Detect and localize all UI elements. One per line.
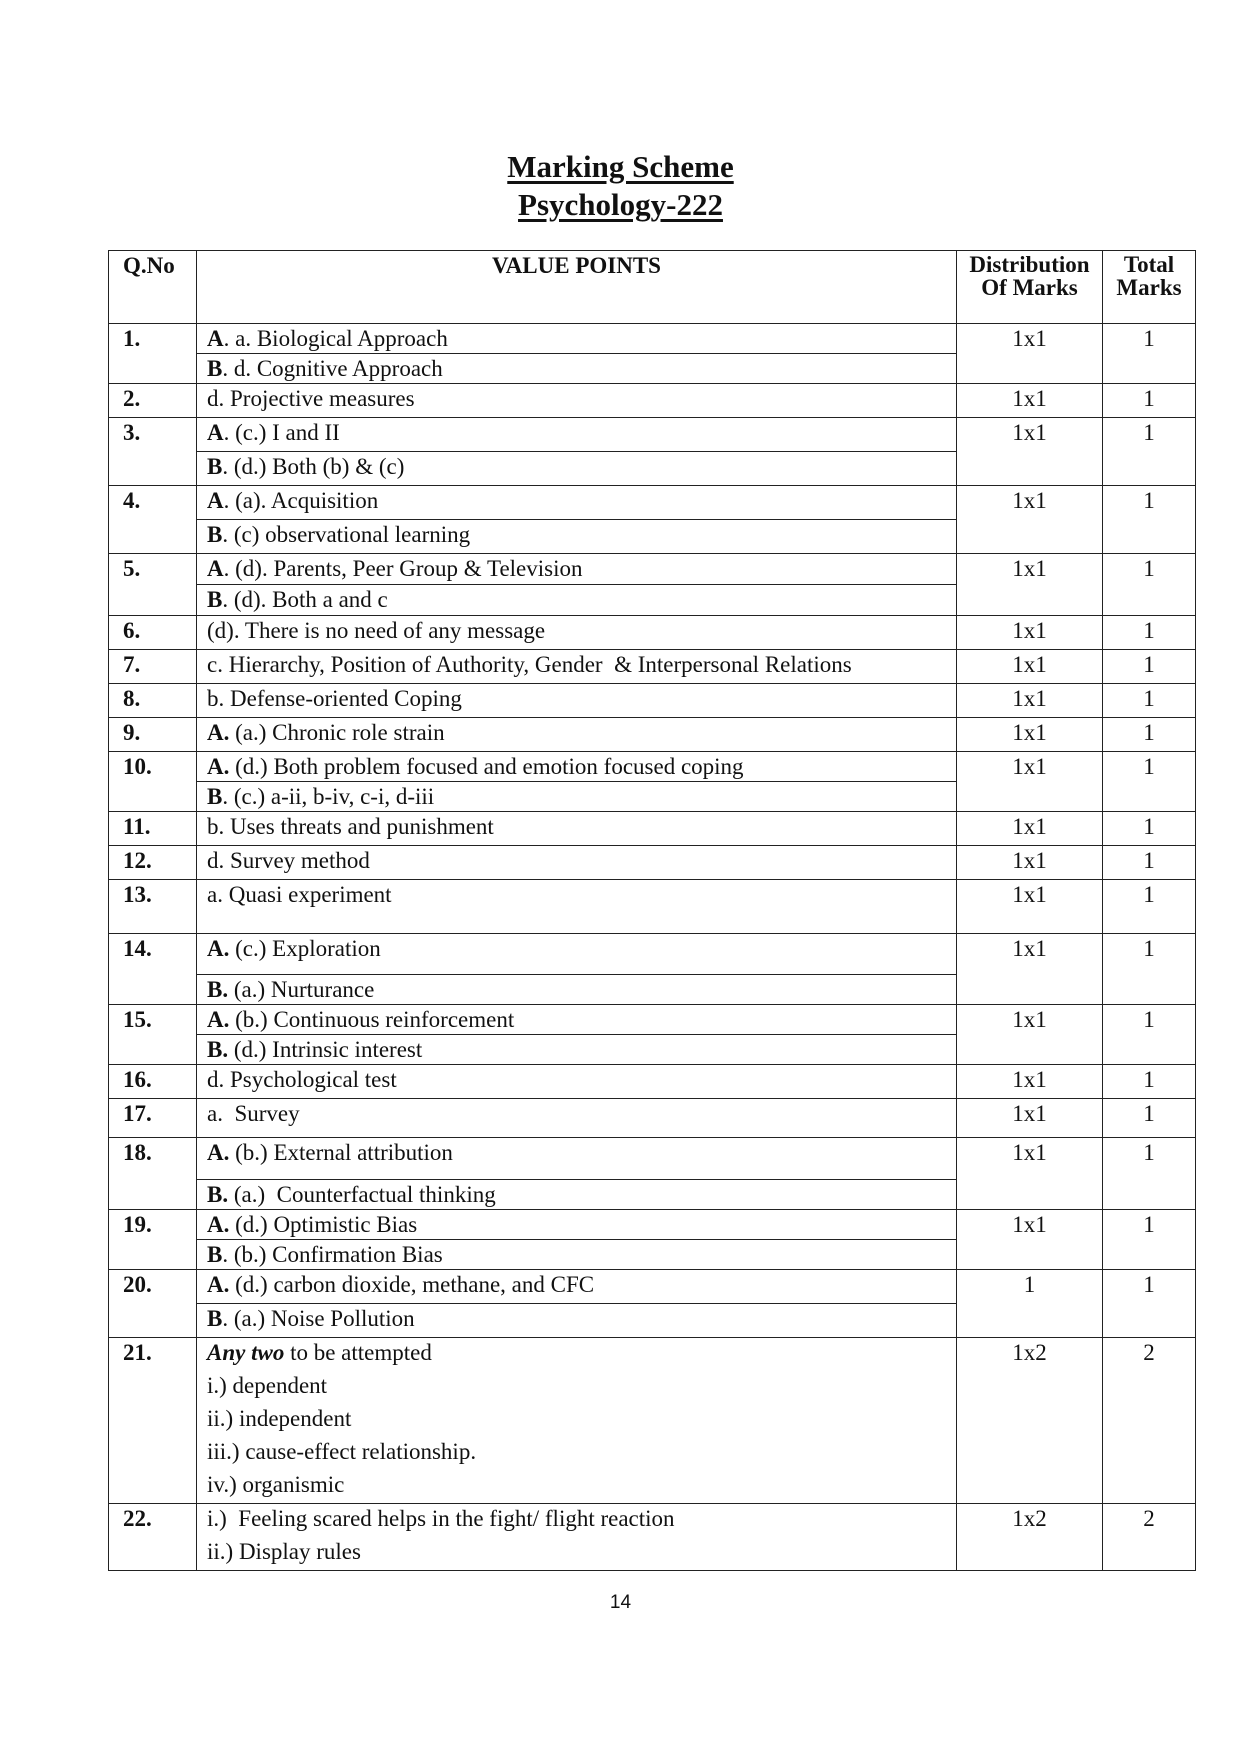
total-marks: 1 <box>1103 418 1196 486</box>
answer-line <box>197 1504 956 1537</box>
distribution-of-marks: 1x1 <box>957 1099 1103 1138</box>
value-points <box>197 616 957 650</box>
value-points <box>197 1504 957 1571</box>
table-row <box>109 384 1196 418</box>
distribution-of-marks: 1x1 <box>957 718 1103 752</box>
value-points <box>197 554 957 616</box>
value-points <box>197 880 957 934</box>
answer-text: i.) Feeling scared helps in the fight/ flight reaction <box>207 1506 675 1531</box>
answer-line <box>197 1371 956 1404</box>
answer-line <box>197 616 956 649</box>
answer-label: A. <box>207 1272 230 1297</box>
answer-line <box>197 486 956 519</box>
answer-text: . (d). Both a and c <box>222 587 388 612</box>
answer-line <box>197 752 956 781</box>
total-marks: 1 <box>1103 846 1196 880</box>
question-number: 20. <box>109 1270 197 1338</box>
table-row <box>109 486 1196 554</box>
answer-line <box>197 1470 956 1503</box>
value-points <box>197 934 957 1005</box>
distribution-of-marks: 1x1 <box>957 1210 1103 1270</box>
distribution-of-marks: 1x1 <box>957 384 1103 418</box>
answer-text: b. Uses threats and punishment <box>207 814 494 839</box>
value-points <box>197 1270 957 1338</box>
answer-line <box>197 1005 956 1034</box>
distribution-of-marks: 1x1 <box>957 650 1103 684</box>
table-row <box>109 554 1196 616</box>
answer-text: i.) dependent <box>207 1373 328 1398</box>
answer-line <box>197 1210 956 1239</box>
answer-label: B <box>207 454 223 479</box>
answer-label: B <box>207 1242 223 1267</box>
answer-line <box>197 1099 956 1137</box>
table-row <box>109 1210 1196 1270</box>
question-number: 9. <box>109 718 197 752</box>
distribution-of-marks: 1x1 <box>957 486 1103 554</box>
question-number: 17. <box>109 1099 197 1138</box>
question-number: 11. <box>109 812 197 846</box>
value-points <box>197 684 957 718</box>
distribution-of-marks: 1x1 <box>957 752 1103 812</box>
page-number: 14 <box>609 1592 632 1613</box>
header-total: Total Marks <box>1103 251 1196 324</box>
distribution-of-marks: 1x1 <box>957 324 1103 384</box>
table-row <box>109 1270 1196 1338</box>
answer-line <box>197 451 956 485</box>
answer-line <box>197 418 956 451</box>
answer-line <box>197 1404 956 1437</box>
answer-line <box>197 353 956 383</box>
table-row <box>109 616 1196 650</box>
answer-line <box>197 781 956 811</box>
answer-label: B <box>207 356 223 381</box>
question-number: 7. <box>109 650 197 684</box>
total-marks: 1 <box>1103 650 1196 684</box>
answer-text: . (a.) Noise Pollution <box>222 1306 415 1331</box>
table-row <box>109 418 1196 486</box>
answer-text: (a.) Counterfactual thinking <box>228 1182 496 1207</box>
total-marks: 1 <box>1103 1138 1196 1210</box>
table-row <box>109 650 1196 684</box>
answer-text: d. Psychological test <box>207 1067 397 1092</box>
distribution-of-marks: 1x1 <box>957 684 1103 718</box>
table-row <box>109 752 1196 812</box>
value-points <box>197 418 957 486</box>
answer-text: to be attempted <box>284 1340 432 1365</box>
table-row <box>109 880 1196 934</box>
answer-text: . (c) observational learning <box>222 522 471 547</box>
total-marks: 1 <box>1103 324 1196 384</box>
value-points <box>197 812 957 846</box>
distribution-of-marks: 1x1 <box>957 1005 1103 1065</box>
answer-line <box>197 1303 956 1337</box>
table-row <box>109 684 1196 718</box>
table-row <box>109 1005 1196 1065</box>
total-marks: 1 <box>1103 1005 1196 1065</box>
answer-text: . (a). Acquisition <box>223 488 379 513</box>
answer-text: . (c.) a-ii, b-iv, c-i, d-iii <box>222 784 435 809</box>
question-number: 8. <box>109 684 197 718</box>
question-number: 12. <box>109 846 197 880</box>
total-marks: 1 <box>1103 486 1196 554</box>
total-marks: 1 <box>1103 1270 1196 1338</box>
answer-label: A. <box>207 754 230 779</box>
answer-text: . (b.) Confirmation Bias <box>222 1242 443 1267</box>
answer-text: iii.) cause-effect relationship. <box>207 1439 477 1464</box>
answer-text: (d.) Intrinsic interest <box>228 1037 423 1062</box>
value-points <box>197 650 957 684</box>
question-number: 3. <box>109 418 197 486</box>
marking-scheme-table <box>108 250 1196 1571</box>
distribution-of-marks: 1x1 <box>957 1138 1103 1210</box>
distribution-of-marks: 1x1 <box>957 812 1103 846</box>
answer-line <box>197 519 956 553</box>
answer-text: (d.) Optimistic Bias <box>229 1212 418 1237</box>
distribution-of-marks: 1x1 <box>957 1065 1103 1099</box>
table-row <box>109 324 1196 384</box>
answer-label: A. <box>207 1212 230 1237</box>
answer-line <box>197 384 956 417</box>
answer-label: A <box>207 556 224 581</box>
distribution-of-marks: 1x1 <box>957 616 1103 650</box>
answer-label: A <box>207 326 224 351</box>
question-number: 16. <box>109 1065 197 1099</box>
table-row <box>109 1504 1196 1571</box>
question-number: 18. <box>109 1138 197 1210</box>
question-number: 5. <box>109 554 197 616</box>
answer-label: A. <box>207 936 230 961</box>
question-number: 2. <box>109 384 197 418</box>
answer-line <box>197 684 956 717</box>
question-number: 15. <box>109 1005 197 1065</box>
value-points <box>197 486 957 554</box>
answer-text: b. Defense-oriented Coping <box>207 686 462 711</box>
answer-line <box>197 934 956 974</box>
question-number: 1. <box>109 324 197 384</box>
answer-label: Any two <box>207 1340 285 1365</box>
answer-label: A. <box>207 720 230 745</box>
answer-text: (d.) Both problem focused and emotion focused coping <box>229 754 744 779</box>
answer-line <box>197 1179 956 1209</box>
answer-text: (b.) Continuous reinforcement <box>229 1007 515 1032</box>
answer-label: B <box>207 522 223 547</box>
distribution-of-marks: 1x1 <box>957 846 1103 880</box>
answer-text: (a.) Chronic role strain <box>229 720 445 745</box>
answer-label: A <box>207 420 224 445</box>
answer-label: A <box>207 488 224 513</box>
answer-line <box>197 1034 956 1064</box>
answer-text: (a.) Nurturance <box>228 977 375 1002</box>
answer-text: c. Hierarchy, Position of Authority, Gender & Interpersonal Relations <box>207 652 852 677</box>
answer-line <box>197 1065 956 1098</box>
answer-text: . a. Biological Approach <box>223 326 448 351</box>
answer-text: . (d.) Both (b) & (c) <box>222 454 405 479</box>
total-marks: 1 <box>1103 616 1196 650</box>
answer-line <box>197 974 956 1004</box>
answer-line <box>197 1537 956 1570</box>
answer-label: A. <box>207 1007 230 1032</box>
total-marks: 2 <box>1103 1338 1196 1504</box>
total-marks: 1 <box>1103 934 1196 1005</box>
answer-text: iv.) organismic <box>207 1472 345 1497</box>
answer-text: ii.) Display rules <box>207 1539 361 1564</box>
value-points <box>197 384 957 418</box>
table-row <box>109 1138 1196 1210</box>
page-title: Marking Scheme <box>507 149 734 184</box>
answer-label: B. <box>207 977 229 1002</box>
table-row <box>109 934 1196 1005</box>
answer-text: a. Survey <box>207 1101 300 1126</box>
header-distribution: Distribution Of Marks <box>957 251 1103 324</box>
value-points <box>197 1210 957 1270</box>
value-points <box>197 718 957 752</box>
answer-line <box>197 1239 956 1269</box>
total-marks: 2 <box>1103 1504 1196 1571</box>
value-points <box>197 324 957 384</box>
answer-label: B. <box>207 1182 229 1207</box>
answer-text: . (c.) I and II <box>223 420 340 445</box>
answer-label: A. <box>207 1140 230 1165</box>
value-points <box>197 1338 957 1504</box>
question-number: 4. <box>109 486 197 554</box>
answer-line <box>197 324 956 353</box>
distribution-of-marks: 1x2 <box>957 1338 1103 1504</box>
total-marks: 1 <box>1103 684 1196 718</box>
answer-text: (c.) Exploration <box>229 936 381 961</box>
table-row <box>109 718 1196 752</box>
value-points <box>197 752 957 812</box>
distribution-of-marks: 1x1 <box>957 880 1103 934</box>
total-marks: 1 <box>1103 1065 1196 1099</box>
question-number: 19. <box>109 1210 197 1270</box>
total-marks: 1 <box>1103 1210 1196 1270</box>
value-points <box>197 846 957 880</box>
header-qno: Q.No <box>109 251 197 324</box>
page-subtitle: Psychology-222 <box>518 187 723 222</box>
answer-line <box>197 812 956 845</box>
value-points <box>197 1099 957 1138</box>
header-value-points: VALUE POINTS <box>197 251 957 324</box>
table-row <box>109 812 1196 846</box>
answer-text: d. Projective measures <box>207 386 415 411</box>
answer-text: (d.) carbon dioxide, methane, and CFC <box>229 1272 595 1297</box>
distribution-of-marks: 1 <box>957 1270 1103 1338</box>
total-marks: 1 <box>1103 752 1196 812</box>
answer-line <box>197 1270 956 1303</box>
value-points <box>197 1138 957 1210</box>
answer-line <box>197 718 956 751</box>
table-row <box>109 1065 1196 1099</box>
answer-line <box>197 1138 956 1179</box>
answer-line <box>197 846 956 879</box>
answer-text: (b.) External attribution <box>229 1140 453 1165</box>
question-number: 13. <box>109 880 197 934</box>
total-marks: 1 <box>1103 384 1196 418</box>
distribution-of-marks: 1x1 <box>957 418 1103 486</box>
table-row <box>109 1099 1196 1138</box>
answer-text: ii.) independent <box>207 1406 352 1431</box>
value-points <box>197 1065 957 1099</box>
question-number: 6. <box>109 616 197 650</box>
answer-label: B. <box>207 1037 229 1062</box>
answer-line <box>197 650 956 683</box>
total-marks: 1 <box>1103 1099 1196 1138</box>
answer-text: a. Quasi experiment <box>207 882 392 907</box>
question-number: 21. <box>109 1338 197 1504</box>
total-marks: 1 <box>1103 880 1196 934</box>
value-points <box>197 1005 957 1065</box>
question-number: 14. <box>109 934 197 1005</box>
table-row <box>109 1338 1196 1504</box>
total-marks: 1 <box>1103 554 1196 616</box>
answer-line <box>197 554 956 584</box>
distribution-of-marks: 1x1 <box>957 554 1103 616</box>
answer-label: B <box>207 587 223 612</box>
distribution-of-marks: 1x1 <box>957 934 1103 1005</box>
question-number: 22. <box>109 1504 197 1571</box>
answer-text: (d). There is no need of any message <box>207 618 546 643</box>
total-marks: 1 <box>1103 718 1196 752</box>
answer-line <box>197 1437 956 1470</box>
answer-text: d. Survey method <box>207 848 370 873</box>
answer-line <box>197 880 956 933</box>
answer-line <box>197 1338 956 1371</box>
answer-line <box>197 584 956 615</box>
table-row <box>109 846 1196 880</box>
answer-text: . d. Cognitive Approach <box>222 356 443 381</box>
answer-label: B <box>207 784 223 809</box>
distribution-of-marks: 1x2 <box>957 1504 1103 1571</box>
answer-label: B <box>207 1306 223 1331</box>
question-number: 10. <box>109 752 197 812</box>
answer-text: . (d). Parents, Peer Group & Television <box>223 556 583 581</box>
total-marks: 1 <box>1103 812 1196 846</box>
